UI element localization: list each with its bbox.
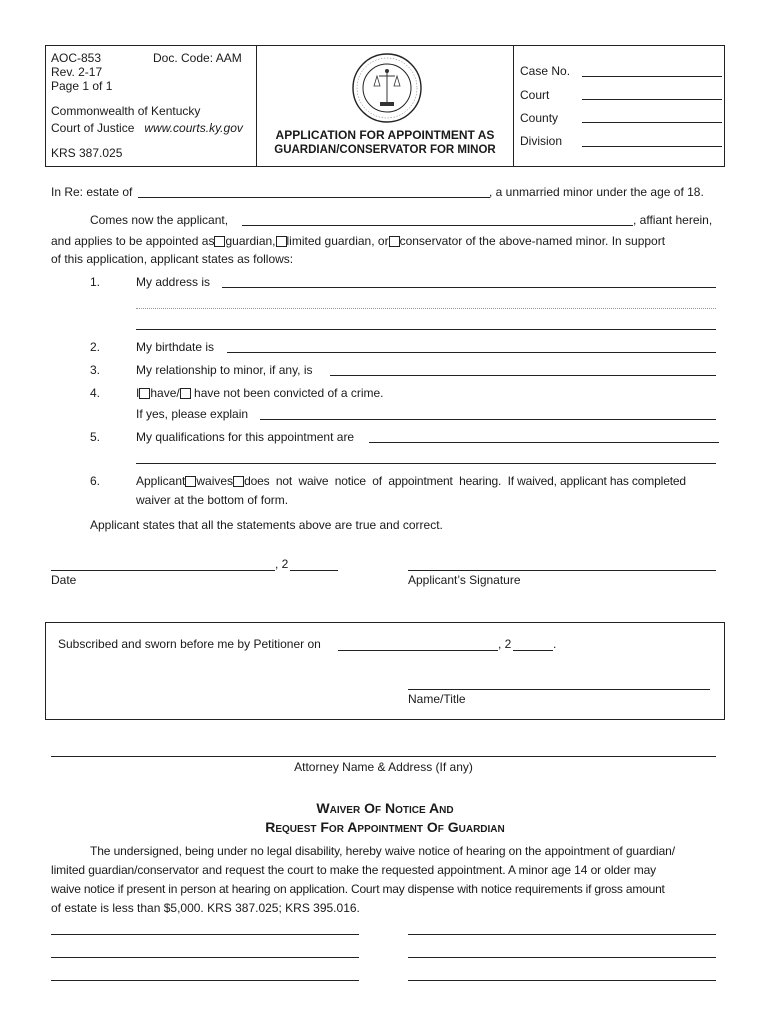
applies-line (51, 234, 665, 248)
sworn-period: . (553, 637, 557, 651)
qualifications-field-line1[interactable] (369, 442, 719, 443)
item-2-number: 2. (90, 340, 101, 354)
waiver-signature-right-3[interactable] (408, 980, 716, 981)
waives-checkbox[interactable] (185, 476, 196, 487)
waiver-signature-right-1[interactable] (408, 934, 716, 935)
waiver-text-line1: The undersigned, being under no legal disability, hereby waive notice of hearing on the appointment of guardian/ (90, 844, 675, 858)
does-not-waive-checkbox[interactable] (233, 476, 244, 487)
waiver-text-line4: of estate is less than $5,000. KRS 387.025; KRS 395.016. (51, 901, 360, 915)
waiver-title-line2: Request For Appointment Of Guardian (265, 819, 505, 835)
in-re-label: In Re: estate of (51, 185, 133, 199)
conservator-option: conservator of the above-named minor. In support (399, 234, 666, 248)
attorney-field[interactable] (51, 756, 716, 757)
waiver-signature-left-3[interactable] (51, 980, 359, 981)
sworn-year-prefix: , 2 (498, 637, 512, 651)
case-no-label: Case No. (520, 64, 571, 78)
date-label: Date (51, 573, 77, 587)
court-of-justice-label: Court of Justice (51, 121, 135, 135)
item-2-label: My birthdate is (136, 340, 215, 354)
explain-field[interactable] (260, 419, 716, 420)
court-field[interactable] (582, 99, 722, 100)
county-field[interactable] (582, 122, 722, 123)
guardian-checkbox[interactable] (214, 236, 225, 247)
item-3-number: 3. (90, 363, 101, 377)
explain-label: If yes, please explain (136, 407, 249, 421)
attorney-label: Attorney Name & Address (If any) (294, 760, 473, 774)
statement: Applicant states that all the statements above are true and correct. (90, 518, 443, 532)
birthdate-field[interactable] (227, 352, 716, 353)
item-6-applicant: Applicant (136, 474, 186, 488)
in-re-suffix: , a unmarried minor under the age of 18. (489, 185, 704, 199)
affiant-label: , affiant herein, (633, 213, 713, 227)
item-5-label: My qualifications for this appointment are (136, 430, 355, 444)
have-option: have/ (150, 386, 180, 400)
page-number: Page 1 of 1 (51, 79, 113, 93)
waiver-signature-left-2[interactable] (51, 957, 359, 958)
waiver-text-line2: limited guardian/conservator and request the court to make the requested appointment. A minor age 14 or older may (51, 863, 657, 877)
item-1-number: 1. (90, 275, 101, 289)
waiver-signature-right-2[interactable] (408, 957, 716, 958)
have-not-option: have not been convicted of a crime. (194, 386, 384, 400)
form-title-line2: GUARDIAN/CONSERVATOR FOR MINOR (274, 144, 496, 156)
court-seal (351, 52, 423, 124)
form-number: AOC-853 (51, 51, 102, 65)
revision: Rev. 2-17 (51, 65, 103, 79)
address-field-line3[interactable] (136, 329, 716, 330)
have-checkbox[interactable] (139, 388, 150, 399)
item-3-label: My relationship to minor, if any, is (136, 363, 313, 377)
waiver-signature-left-1[interactable] (51, 934, 359, 935)
applicant-signature-field[interactable] (408, 570, 716, 571)
sworn-text: Subscribed and sworn before me by Petitioner on (58, 637, 321, 651)
signature-label: Applicant’s Signature (408, 573, 521, 587)
date-year-prefix: , 2 (275, 557, 289, 571)
address-field-line1[interactable] (222, 287, 716, 288)
name-title-field[interactable] (408, 689, 710, 690)
waiver-text-line3: waive notice if present in person at hearing on application. Court may dispense with notice requirements if gross amount (51, 882, 665, 896)
conservator-checkbox[interactable] (389, 236, 400, 247)
item-6-label (136, 474, 686, 488)
commonwealth: Commonwealth of Kentucky (51, 104, 201, 118)
division-label: Division (520, 134, 563, 148)
waives-option: waives (196, 474, 234, 488)
comes-now-label: Comes now the applicant, (90, 213, 229, 227)
applies-prefix: and applies to be appointed as (51, 234, 215, 248)
date-year-field[interactable] (290, 570, 338, 571)
limited-guardian-option: limited guardian, or (286, 234, 389, 248)
applies-line2: of this application, applicant states as follows: (51, 252, 294, 266)
item-1-label: My address is (136, 275, 211, 289)
item-4-number: 4. (90, 386, 101, 400)
limited-guardian-checkbox[interactable] (276, 236, 287, 247)
court-label: Court (520, 88, 550, 102)
date-field[interactable] (51, 570, 275, 571)
sworn-year-field[interactable] (513, 650, 553, 651)
website-link[interactable]: www.courts.ky.gov (144, 121, 243, 135)
waiver-title-line1: Waiver Of Notice And (316, 800, 454, 816)
sworn-date-field[interactable] (338, 650, 498, 651)
item-5-number: 5. (90, 430, 101, 444)
item-4-i: I (136, 386, 140, 400)
court-of-justice (51, 121, 243, 135)
item-6-number: 6. (90, 474, 101, 488)
statute: KRS 387.025 (51, 146, 123, 160)
qualifications-field-line2[interactable] (136, 463, 716, 464)
item-6-line2: waiver at the bottom of form. (136, 493, 289, 507)
doc-code: Doc. Code: AAM (153, 51, 242, 65)
estate-name-field[interactable] (138, 197, 490, 198)
applicant-name-field[interactable] (242, 225, 633, 226)
division-field[interactable] (582, 146, 722, 147)
county-label: County (520, 111, 559, 125)
item-4-label (136, 386, 384, 400)
address-field-line2[interactable] (136, 308, 716, 309)
guardian-option: guardian, (225, 234, 276, 248)
relationship-field[interactable] (330, 375, 716, 376)
case-no-field[interactable] (582, 76, 722, 77)
seal-icon (351, 52, 423, 124)
does-not-waive-option: does not waive notice of appointment hearing. If waived, applicant has completed (244, 474, 686, 488)
form-title-line1: APPLICATION FOR APPOINTMENT AS (275, 128, 495, 142)
have-not-checkbox[interactable] (180, 388, 191, 399)
name-title-label: Name/Title (408, 692, 466, 706)
